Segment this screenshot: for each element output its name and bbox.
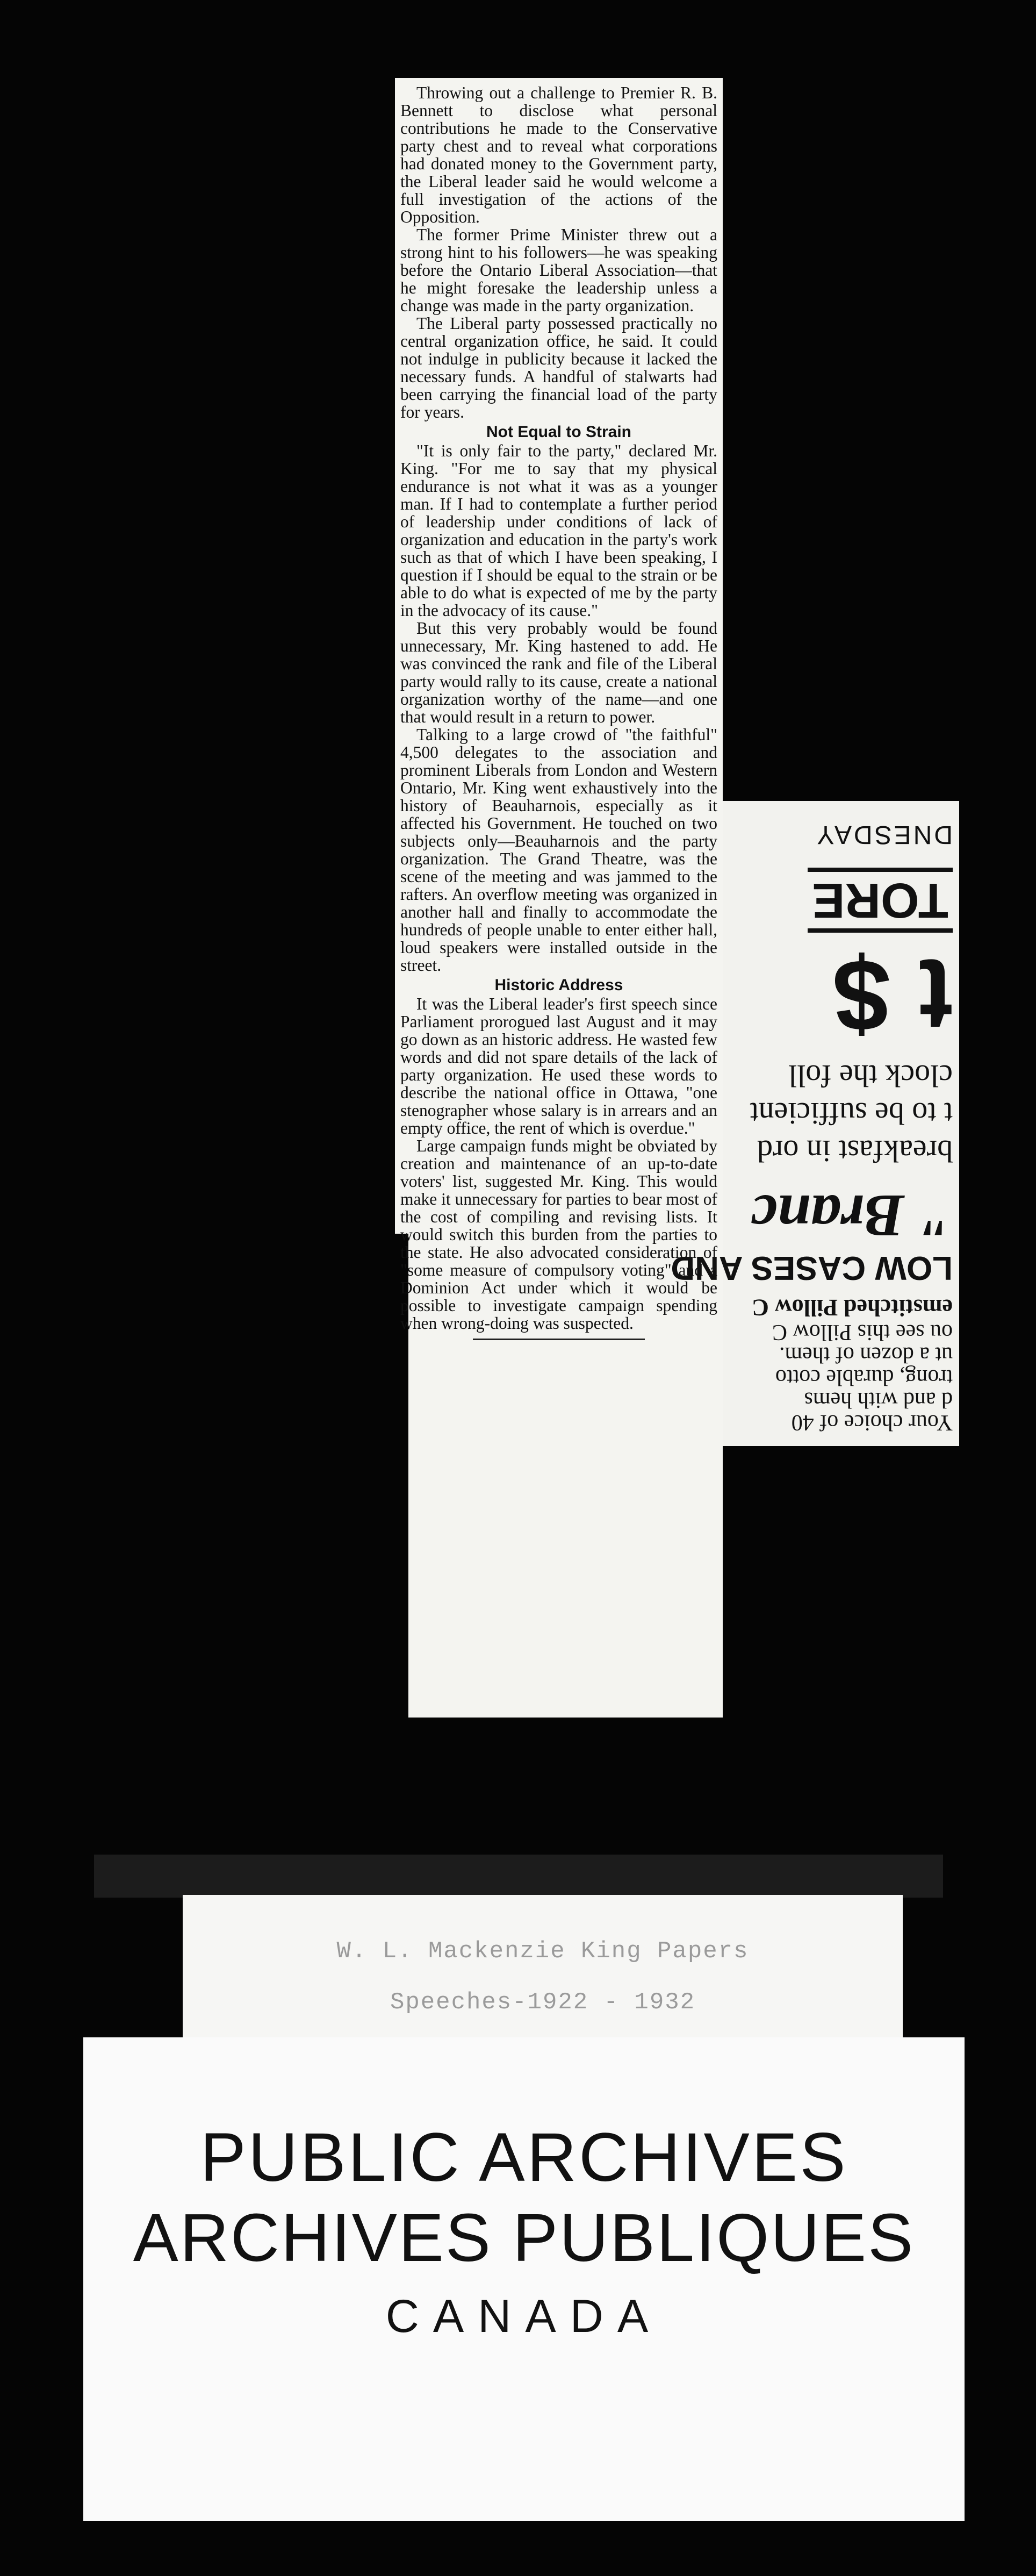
archives-stamp-card	[83, 2037, 965, 2521]
article-section-1	[400, 84, 717, 421]
article-paragraph: Large campaign funds might be obviated by creation and maintenance of an up-to-date voters' list, suggested Mr. King. This would make it unnecessary for parties to bear most of the cost of compiling and revising lists. It would switch this burden from the parties to the state. He also advocated consideration of "some measure of compulsory voting" and a Dominion Act under which it would be possible to investigate campaign spending when wrong-doing was suspected.	[400, 1136, 717, 1333]
ad-line: d and with hems	[804, 1387, 953, 1412]
end-rule	[473, 1339, 645, 1340]
ad-line: t $	[833, 938, 953, 1052]
ad-line: t to be sufficient	[750, 1096, 953, 1131]
papers-subtitle: Speeches-1922 - 1932	[390, 1989, 696, 2016]
scan-shadow	[94, 1855, 943, 1898]
ad-line: breakfast in ord	[757, 1134, 953, 1169]
article-paragraph: The former Prime Minister threw out a strong hint to his followers—he was speaking before the Ontario Liberal Association—that he might foresake the leadership unless a change was made in the party organization.	[400, 225, 717, 315]
article-paragraph: But this very probably would be found unnecessary, Mr. King hastened to add. He was convinced the rank and file of the Liberal party would rally to its cause, create a national organization worthy of the name—and one that would result in a return to power.	[400, 619, 717, 726]
ad-line: ou see this Pillow C	[772, 1320, 953, 1344]
ad-line: DNESDAY	[815, 820, 953, 849]
article-paragraph: It was the Liberal leader's first speech since Parliament prorogued last August and it may go down as an historic address. He wasted few words and did not spare details of the lack of party organization. He used these words to describe the national office in Ottawa, "one stenographer whose salary is in arrears and an empty office, the rent of which is overdue."	[400, 994, 717, 1137]
article-paragraph: Talking to a large crowd of "the faithful" 4,500 delegates to the association and prominent Liberals from London and Western Ontario, Mr. King went exhaustively into the history of Beauharnois, especially as it affected his Government. He touched on two subjects only—Beauharnois and the party organization. The Grand Theatre, was the scene of the meeting and was jammed to the rafters. An overflow meeting was organized in another hall and finally to accommodate the hundreds of people unable to enter either hall, loud speakers were installed outside in the street.	[400, 725, 717, 975]
article-paragraph: Throwing out a challenge to Premier R. B. Bennett to disclose what personal contributions he made to the Conservative party chest and to reveal what corporations had donated money to the Government party, the Liberal leader said he would welcome a full investigation of the actions of the Opposition.	[400, 83, 717, 226]
archives-line-french: ARCHIVES PUBLIQUES	[133, 2200, 915, 2276]
ad-line: clock the foll	[788, 1058, 953, 1093]
article-paragraph: The Liberal party possessed practically no central organization office, he said. It could not indulge in publicity because it lacked the necessary funds. A handful of stalwarts had been carrying the financial load of the party for years.	[400, 314, 717, 421]
ad-line: Your choice of 40	[791, 1410, 953, 1435]
subheading-not-equal-to-strain: Not Equal to Strain	[486, 423, 631, 441]
subheading-historic-address: Historic Address	[494, 976, 623, 994]
article-paragraph: "It is only fair to the party," declared Mr. King. "For me to say that my physical endurance is not what it was as a younger man. If I had to contemplate a further period of leadership under conditions of lack of organization and education in the party's work such as that of which I have been speaking, I question if I should be equal to the strain or be able to do what is expected of me by the party in the advocacy of its cause."	[400, 441, 717, 620]
ad-line: TORE	[808, 868, 953, 933]
ad-line: trong, durable cotto	[775, 1365, 953, 1390]
article-column	[400, 81, 717, 1340]
article-section-2	[400, 442, 717, 974]
archives-line-english: PUBLIC ARCHIVES	[200, 2119, 848, 2196]
ad-line: emstitched Pillow C	[752, 1294, 953, 1321]
article-section-3	[400, 995, 717, 1332]
ad-line: LOW CASES AND	[671, 1249, 953, 1286]
archives-line-canada: CANADA	[385, 2291, 663, 2342]
ad-line: ut a dozen of them.	[779, 1342, 953, 1367]
reversed-advertisement	[671, 801, 959, 1446]
ad-line: " Branc	[750, 1182, 953, 1249]
papers-title: W. L. Mackenzie King Papers	[336, 1938, 749, 1965]
